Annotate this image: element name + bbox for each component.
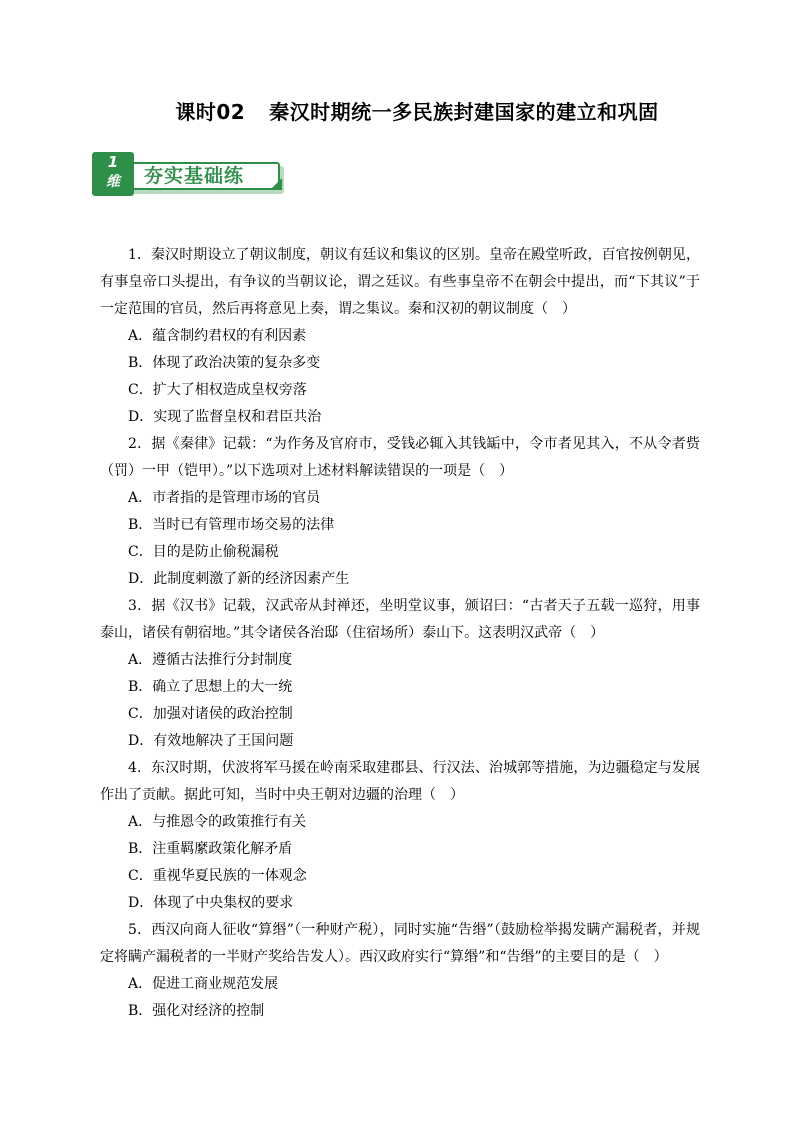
option-a: A．市者指的是管理市场的官员: [128, 490, 321, 506]
section-label: 夯实基础练: [144, 165, 245, 187]
section-level: 维: [106, 174, 120, 190]
question-list: [100, 242, 700, 1025]
question-stem: 5．西汉向商人征收“算缗”（一种财产税），同时实施“告缗”（鼓励检举揭发瞒产漏税者，并规定将瞒产漏税者的一半财产奖给告发人）。西汉政府实行“算缗”和“告缗”的主要目的是（ ）: [100, 922, 700, 965]
question-stem: 1．秦汉时期设立了朝议制度，朝议有廷议和集议的区别。皇帝在殿堂听政，百官按例朝见，有事皇帝口头提出，有争议的当朝议论，谓之廷议。有些事皇帝不在朝会中提出，而“下其议”于一定范围的官员，然后再将意见上奏，谓之集议。秦和汉初的朝议制度（ ）: [100, 247, 700, 317]
option-c: C．扩大了相权造成皇权旁落: [128, 382, 307, 398]
section-tag: [92, 152, 134, 196]
section-banner: [92, 152, 288, 196]
question-3: [100, 593, 700, 755]
option-d: D．体现了中央集权的要求: [128, 895, 294, 911]
option-b: B．强化对经济的控制: [128, 1003, 265, 1019]
option-b: B．确立了思想上的大一统: [128, 679, 293, 695]
option-b: B．当时已有管理市场交易的法律: [128, 517, 335, 533]
option-c: C．加强对诸侯的政治控制: [128, 706, 293, 722]
question-stem: 3．据《汉书》记载，汉武帝从封禅还，坐明堂议事，颁诏曰：“古者天子五载一巡狩，用事泰山，诸侯有朝宿地。”其令诸侯各治邸（住宿场所）泰山下。这表明汉武帝（ ）: [100, 598, 700, 641]
lesson-number: 课时02: [175, 100, 246, 124]
question-5: [100, 917, 700, 1025]
question-stem: 2．据《秦律》记载：“为作务及官府市，受钱必辄入其钱缿中，令市者见其入，不从令者赀（罚）一甲（铠甲）。”以下选项对上述材料解读错误的一项是（ ）: [100, 436, 700, 479]
option-b: B．体现了政治决策的复杂多变: [128, 355, 321, 371]
option-a: A．遵循古法推行分封制度: [128, 652, 293, 668]
option-d: D．此制度刺激了新的经济因素产生: [128, 571, 350, 587]
banner-corner-icon: [270, 178, 282, 190]
option-d: D．实现了监督皇权和君臣共治: [128, 409, 322, 425]
option-c: C．目的是防止偷税漏税: [128, 544, 279, 560]
option-d: D．有效地解决了王国问题: [128, 733, 294, 749]
section-number: 1: [107, 153, 119, 171]
option-a: A．促进工商业规范发展: [128, 976, 279, 992]
page-title: [0, 96, 794, 125]
question-4: [100, 755, 700, 917]
option-a: A．与推恩令的政策推行有关: [128, 814, 307, 830]
option-a: A．蕴含制约君权的有利因素: [128, 328, 307, 344]
question-stem: 4．东汉时期，伏波将军马援在岭南采取建郡县、行汉法、治城郭等措施，为边疆稳定与发展作出了贡献。据此可知，当时中央王朝对边疆的治理（ ）: [100, 760, 700, 803]
question-1: [100, 242, 700, 431]
option-b: B．注重羁縻政策化解矛盾: [128, 841, 293, 857]
option-c: C．重视华夏民族的一体观念: [128, 868, 307, 884]
lesson-title: 秦汉时期统一多民族封建国家的建立和巩固: [269, 100, 659, 124]
question-2: [100, 431, 700, 593]
